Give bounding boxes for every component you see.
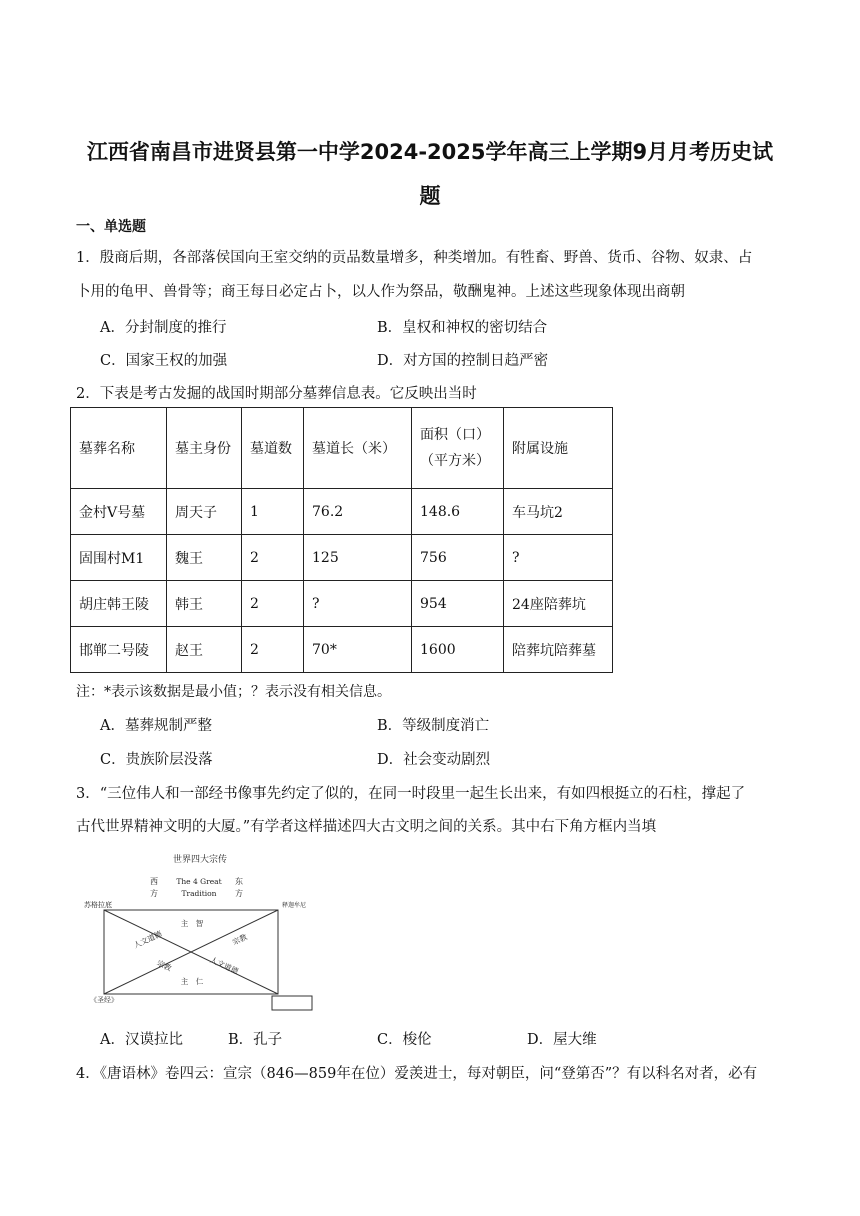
area-header-line-2: （平方米） [420,453,490,469]
exam-title-line-2: 题 [419,184,441,208]
table-header-row [71,408,613,489]
q1-option-b: B．皇权和神权的密切结合 [377,320,548,336]
area-header-line-1: 面积（口） [420,427,490,443]
table-cell: 固围村M1 [71,535,167,581]
q3-option-b: B．孔子 [228,1032,283,1048]
table-header-cell: 附属设施 [504,408,613,489]
table-row [71,581,613,627]
q1-option-d: D．对方国的控制日趋严密 [377,353,549,369]
table-header-cell [412,408,504,489]
q1-stem-line-1: 1．殷商后期，各部落侯国向王室交纳的贡品数量增多，种类增加。有牲畜、野兽、货币、谷物、奴隶、占 [76,250,753,266]
tomb-info-table [70,407,613,673]
table-header-cell: 墓葬名称 [71,408,167,489]
table-cell: 756 [412,535,504,581]
table-row [71,535,613,581]
table-cell: 148.6 [412,489,504,535]
q4-stem-line-1: 4．《唐语林》卷四云：宣宗（846—859年在位）爱羡进士，每对朝臣，问“登第否”？有以科名对者，必有 [76,1066,758,1082]
table-cell: 韩王 [167,581,242,627]
table-row [71,489,613,535]
diagram-label-lower-left: 宗教 [155,958,173,973]
q1-option-a: A．分封制度的推行 [100,320,227,336]
diagram-west-label: 西 [150,877,158,886]
q2-option-c: C．贵族阶层没落 [100,752,213,768]
q3-stem-line-2: 古代世界精神文明的大厦。”有学者这样描述四大古文明之间的关系。其中右下角方框内当填 [76,819,657,835]
table-cell: 76.2 [304,489,412,535]
diagram-english-line-1: The 4 Great [176,877,222,886]
table-cell: 车马坑2 [504,489,613,535]
table-cell: 24座陪葬坑 [504,581,613,627]
diagram-west-label-2: 方 [150,889,158,898]
q3-option-c: C．梭伦 [377,1032,432,1048]
diagram-label-upper-right: 宗教 [231,932,249,947]
table-cell: 金村V号墓 [71,489,167,535]
q3-option-d: D．屋大维 [527,1032,597,1048]
diagram-top-left-label: 苏格拉底 [84,901,112,909]
q3-option-a: A．汉谟拉比 [100,1032,183,1048]
table-cell: 125 [304,535,412,581]
diagram-bottom-left-label: 《圣经》 [90,996,118,1004]
table-header-cell: 墓主身份 [167,408,242,489]
table-cell: 魏王 [167,535,242,581]
table-cell: 赵王 [167,627,242,673]
diagram-title: 世界四大宗传 [172,855,228,865]
table-cell: 胡庄韩王陵 [71,581,167,627]
table-note: 注：*表示该数据是最小值；？表示没有相关信息。 [76,684,391,700]
q2-option-b: B．等级制度消亡 [377,718,490,734]
q3-stem-line-1: 3．“三位伟人和一部经书像事先约定了似的，在同一时段里一起生长出来，有如四根挺立的石柱，撑起了 [76,786,746,802]
table-cell: ? [504,535,613,581]
diagram-label-lower-right: 人文道德 [208,955,240,976]
diagram-label-upper-left: 人文道德 [132,929,164,950]
table-cell: 2 [242,627,304,673]
table-cell: 1 [242,489,304,535]
table-header-cell: 墓道长（米） [304,408,412,489]
table-cell: 邯郸二号陵 [71,627,167,673]
table-cell: 1600 [412,627,504,673]
table-row [71,627,613,673]
q2-option-a: A．墓葬规制严整 [100,718,212,734]
diagram-east-label-2: 方 [235,889,243,898]
table-header-cell: 墓道数 [242,408,304,489]
diagram-center-top: 主 智 [180,919,204,928]
table-cell: 陪葬坑陪葬墓 [504,627,613,673]
exam-title-line-1: 江西省南昌市进贤县第一中学2024-2025学年高三上学期9月月考历史试 [86,140,774,164]
table-cell: 周天子 [167,489,242,535]
table-cell: 954 [412,581,504,627]
q1-option-c: C．国家王权的加强 [100,353,228,369]
diagram-english-line-2: Tradition [181,889,217,898]
table-cell: ? [304,581,412,627]
diagram-east-label: 东 [235,877,243,886]
diagram-center-bottom: 主 仁 [180,977,204,986]
answer-blank-box [272,996,312,1010]
four-traditions-diagram [82,850,322,1015]
table-cell: 2 [242,535,304,581]
q2-option-d: D．社会变动剧烈 [377,752,491,768]
section-heading: 一、单选题 [76,219,146,235]
table-cell: 70* [304,627,412,673]
diagram-top-right-label: 释迦牟尼 [281,902,307,909]
q2-stem: 2．下表是考古发掘的战国时期部分墓葬信息表。它反映出当时 [76,386,477,402]
table-cell: 2 [242,581,304,627]
q1-stem-line-2: 卜用的龟甲、兽骨等；商王每日必定占卜，以人作为祭品，敬酬鬼神。上述这些现象体现出商朝 [76,284,685,300]
